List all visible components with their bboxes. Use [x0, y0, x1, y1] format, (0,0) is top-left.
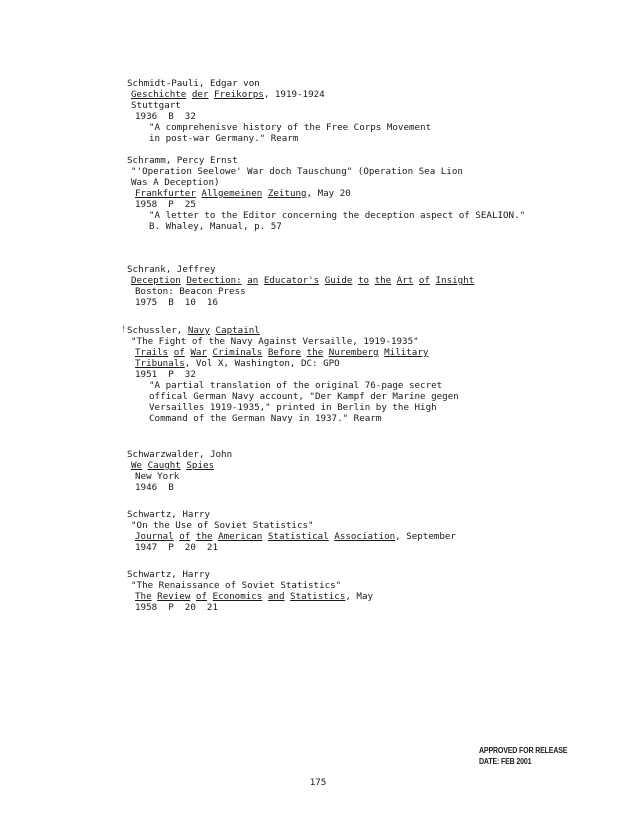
bibliography-entry [127, 155, 577, 232]
entry-title: We Caught Spies [131, 460, 215, 471]
bibliography-entry [127, 325, 577, 424]
entry-code: 1951 P 32 [135, 369, 196, 380]
entry-code: 1958 P 25 [135, 199, 196, 210]
entry-note: Command of the German Navy in 1937." Rearm [149, 413, 382, 424]
entry-note: "A letter to the Editor concerning the deception aspect of SEALION." [149, 210, 526, 221]
entry-author: Schrank, Jeffrey [127, 264, 216, 275]
entry-title: "The Renaissance of Soviet Statistics" [131, 580, 342, 591]
entry-note: Versailles 1919-1935," printed in Berlin by the High [149, 402, 437, 413]
bibliography-entry [127, 264, 577, 308]
release-stamp [479, 745, 567, 767]
entry-title: "On the Use of Soviet Statistics" [131, 520, 314, 531]
release-stamp-line: APPROVED FOR RELEASE [479, 745, 568, 755]
entry-title: "'Operation Seelowe' War doch Tauschung" (Operation Sea Lion [131, 166, 463, 177]
entry-code: 1975 B 10 16 [135, 297, 218, 308]
entry-source: Tribunals, Vol X, Washington, DC: GPO [135, 358, 340, 369]
bibliography-entry [127, 78, 577, 144]
entry-source: The Review of Economics and Statistics, May [135, 591, 374, 602]
entry-note: "A comprehenisve history of the Free Corps Movement [149, 122, 432, 133]
entry-source: Journal of the American Statistical Association, September [135, 531, 456, 542]
entry-note: in post-war Germany." Rearm [149, 133, 299, 144]
entry-author: Schwartz, Harry [127, 569, 210, 580]
entry-author: Schwarzwalder, John [127, 449, 233, 460]
entry-source: Trails of War Criminals Before the Nuremberg Military [135, 347, 429, 358]
entry-title: "The Fight of the Navy Against Versaille, 1919-1935" [131, 336, 419, 347]
entry-author: Schwartz, Harry [127, 509, 210, 520]
entry-note: B. Whaley, Manual, p. 57 [149, 221, 282, 232]
entry-title: Deception Detection: an Educator's Guide to the Art of Insight [131, 275, 475, 286]
entry-note: "A partial translation of the original 76-page secret [149, 380, 443, 391]
entry-code: 1946 B [135, 482, 174, 493]
release-stamp-line: DATE: FEB 2001 [479, 756, 532, 766]
bibliography-entry [127, 569, 577, 613]
entry-place: Stuttgart [131, 100, 181, 111]
entry-code: 1947 P 20 21 [135, 542, 218, 553]
entry-author: Schramm, Percy Ernst [127, 155, 238, 166]
entry-source: Frankfurter Allgemeinen Zeitung, May 20 [135, 188, 351, 199]
entry-author: Schmidt-Pauli, Edgar von [127, 78, 260, 89]
entry-title: Was A Deception) [131, 177, 220, 188]
page-number: 175 [309, 777, 327, 788]
entry-code: 1936 B 32 [135, 111, 196, 122]
bibliography-entry [127, 449, 577, 493]
entry-code: 1958 P 20 21 [135, 602, 218, 613]
entry-note: offical German Navy account, "Der Kampf der Marine gegen [149, 391, 459, 402]
bibliography-entry [127, 509, 577, 553]
entry-title: Geschichte der Freikorps, 1919-1924 [131, 89, 325, 100]
entry-author: Schussler, Navy Captainl [127, 325, 260, 336]
margin-mark: ! [121, 325, 127, 335]
entry-place: New York [135, 471, 180, 482]
entry-place: Boston: Beacon Press [135, 286, 246, 297]
